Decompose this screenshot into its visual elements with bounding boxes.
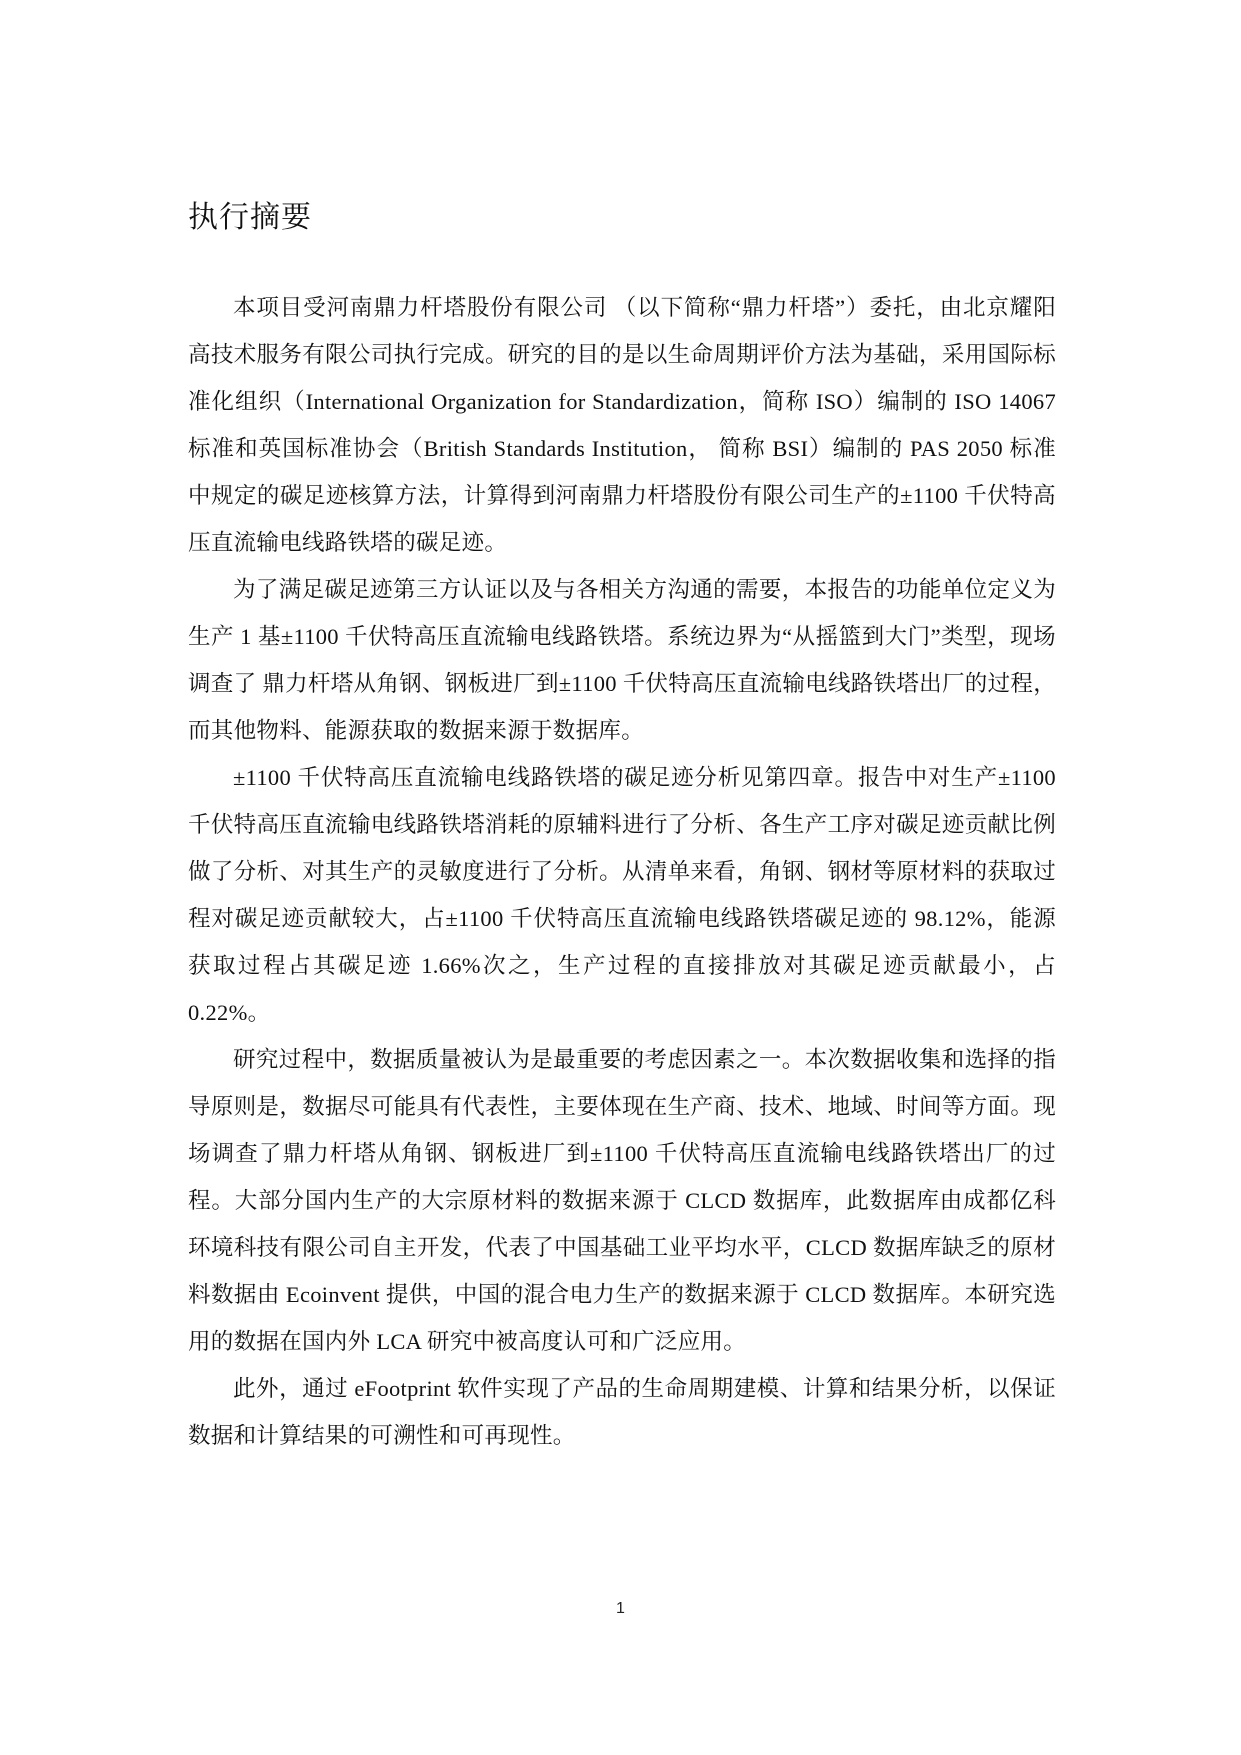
paragraph-data-quality: 研究过程中，数据质量被认为是最重要的考虑因素之一。本次数据收集和选择的指导原则是，数据尽可能具有代表性，主要体现在生产商、技术、地域、时间等方面。现场调查了鼎力杆塔从角钢、钢板进厂到±1100 千伏特高压直流输电线路铁塔出厂的过程。大部分国内生产的大宗原材料的数据来源于 CLCD 数据库，此数据库由成都亿科环境科技有限公司自主开发，代表了中国基础工业平均水平，CLCD 数据库缺乏的原材料数据由 Ecoinvent 提供，中国的混合电力生产的数据来源于 CLCD 数据库。本研究选用的数据在国内外 LCA 研究中被高度认可和广泛应用。 <box>188 1047 1056 1354</box>
paragraph-footprint-analysis: ±1100 千伏特高压直流输电线路铁塔的碳足迹分析见第四章。报告中对生产±1100 千伏特高压直流输电线路铁塔消耗的原辅料进行了分析、各生产工序对碳足迹贡献比例做了分析、对其生产的灵敏度进行了分析。从清单来看，角钢、钢材等原材料的获取过程对碳足迹贡献较大，占±1100 千伏特高压直流输电线路铁塔碳足迹的 98.12%，能源获取过程占其碳足迹 1.66%次之，生产过程的直接排放对其碳足迹贡献最小，占 0.22%。 <box>188 765 1056 1025</box>
paragraph-commission: 本项目受河南鼎力杆塔股份有限公司 （以下简称“鼎力杆塔”）委托，由北京耀阳高技术服务有限公司执行完成。研究的目的是以生命周期评价方法为基础，采用国际标准化组织（International Organization for Standardization，简称 ISO）编制的 ISO 14067 标准和英国标准协会（British Standards Institution， 简称 BSI）编制的 PAS 2050 标准中规定的碳足迹核算方法，计算得到河南鼎力杆塔股份有限公司生产的±1100 千伏特高压直流输电线路铁塔的碳足迹。 <box>188 295 1056 555</box>
paragraph-software: 此外，通过 eFootprint 软件实现了产品的生命周期建模、计算和结果分析，以保证数据和计算结果的可溯性和可再现性。 <box>188 1376 1056 1448</box>
summary-body <box>188 284 1056 1459</box>
paragraph-functional-unit: 为了满足碳足迹第三方认证以及与各相关方沟通的需要，本报告的功能单位定义为生产 1 基±1100 千伏特高压直流输电线路铁塔。系统边界为“从摇篮到大门”类型，现场调查了 鼎力杆塔从角钢、钢板进厂到±1100 千伏特高压直流输电线路铁塔出厂的过程，而其他物料、能源获取的数据来源于数据库。 <box>188 577 1056 743</box>
page-number: 1 <box>616 1600 625 1617</box>
section-title: 执行摘要 <box>188 200 312 235</box>
